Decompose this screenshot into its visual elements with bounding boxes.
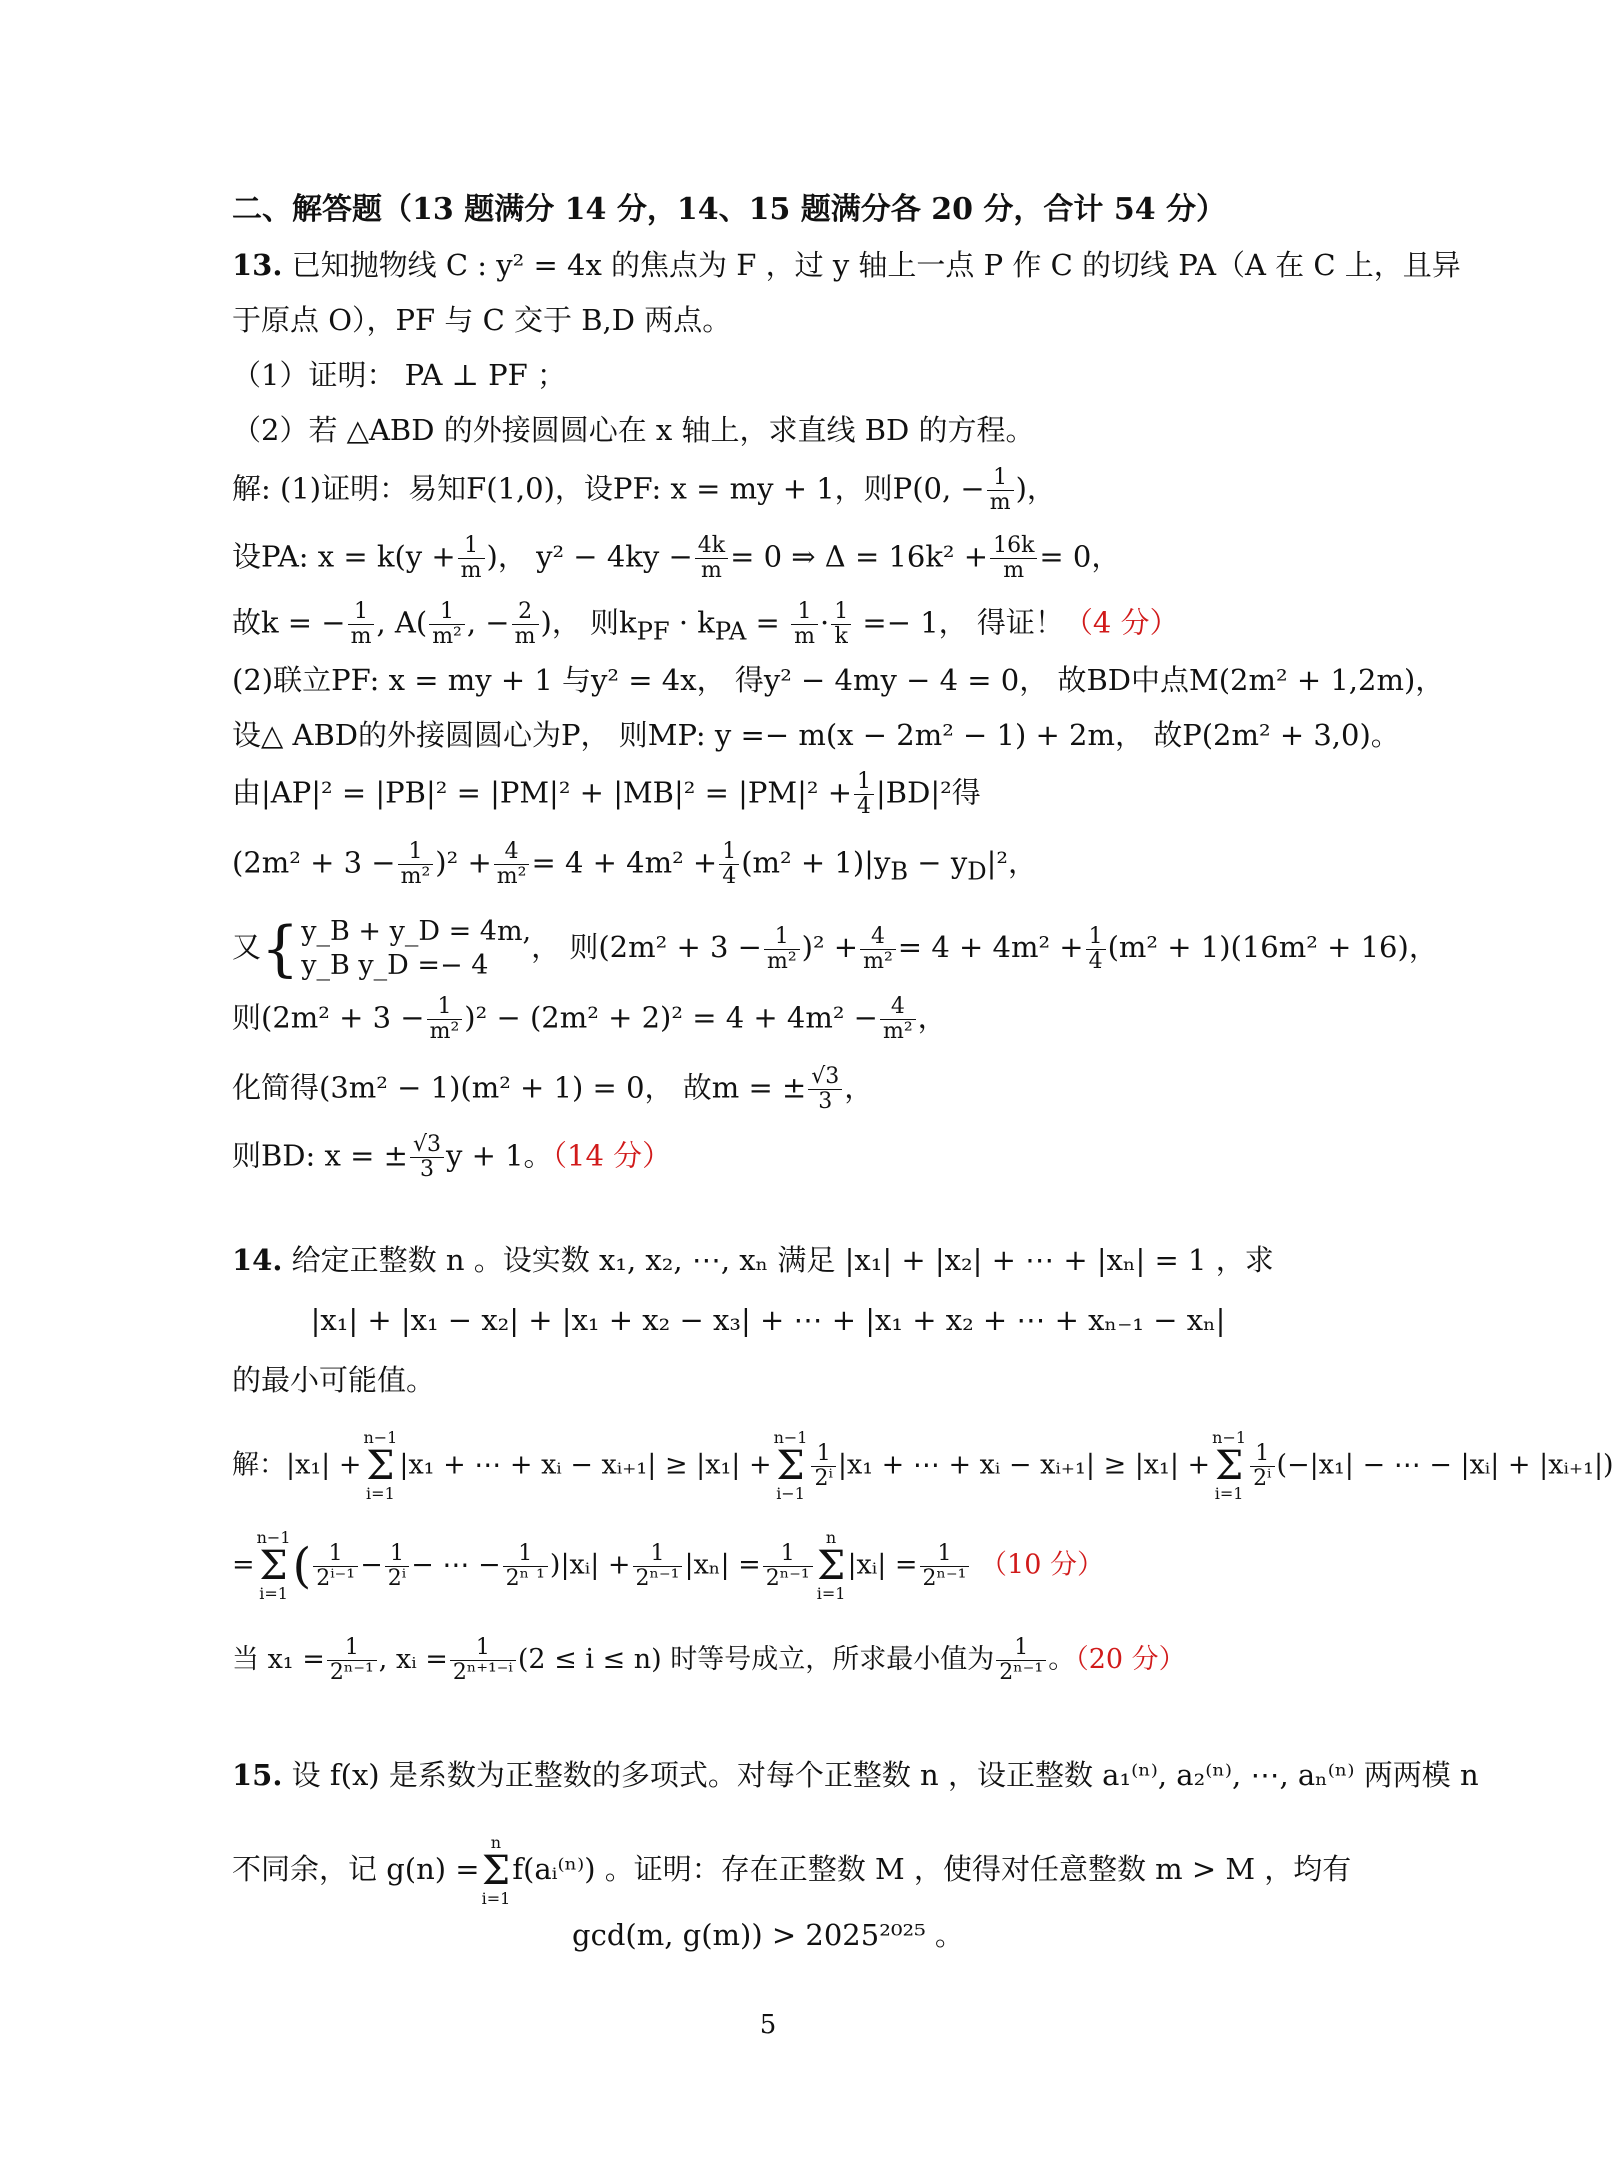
sum-symbol: n−1 Σ i=1 xyxy=(1212,1428,1247,1503)
left-brace: { xyxy=(261,914,300,984)
sum-symbol: n−1 Σ i=1 xyxy=(363,1428,398,1503)
problem-13-part2: （2）若 △ABD 的外接圆圆心在 x 轴上，求直线 BD 的方程。 xyxy=(232,413,1035,447)
fraction: $\frac{1}{m}$ xyxy=(987,466,1014,515)
solution-14-line1: 解：|x₁| + n−1 Σ i=1 |x₁ + ⋯ + xᵢ − xᵢ₊₁| ≥ |x₁| + n−1 Σ i−1 $\frac{1}{\text{2ⁱ}}$ |x₁ + ⋯ + xᵢ − xᵢ₊₁| ≥ |x₁| + n−1 Σ i=1 $\frac{1}{\text{2ⁱ}}$ (−|x₁| − ⋯ − |xᵢ| + |xᵢ₊₁|) xyxy=(232,1428,1614,1503)
fraction: $\frac{1}{\text{2ⁿ⁻¹}}$ xyxy=(996,1636,1046,1685)
problem-14-text: 给定正整数 n 。设实数 x₁, x₂, ⋯, xₙ 满足 |x₁| + |x₂| + ⋯ + |xₙ| = 1 ，求 xyxy=(291,1243,1274,1277)
fraction: $\frac{1}{\text{m²}}$ xyxy=(429,600,465,649)
equation-system: y_B + y_D = 4m, y_B y_D =− 4 xyxy=(301,916,532,981)
fraction: $\frac{2}{m}$ xyxy=(512,600,539,649)
solution-13-line9: 则(2m² + 3 − $\frac{1}{\text{m²}}$ )² − (2m² + 2)² = 4 + 4m² − $\frac{4}{\text{m²}}$ ， xyxy=(232,994,947,1044)
solution-13-line3: 故k = − $\frac{1}{m}$ , A( $\frac{1}{\text{m²}}$ , − $\frac{2}{m}$ )， 则$k_{PF} \cdot k_{PA}$ = $\frac{1}{m}$ · $\frac{1}{k}$ =− 1， 得证！（4 分） xyxy=(232,599,1179,649)
fraction: $\frac{1}{\text{2ⁿ⁻¹}}$ xyxy=(920,1542,970,1591)
sum-symbol: n Σ i=1 xyxy=(816,1528,846,1603)
fraction: $\frac{1}{\text{2ⁱ}}$ xyxy=(811,1442,835,1491)
fraction: $\frac{4}{\text{m²}}$ xyxy=(494,840,530,889)
fraction: $\frac{1}{m}$ xyxy=(348,600,375,649)
sol-text: )， xyxy=(1015,471,1056,506)
problem-14-line3: 的最小可能值。 xyxy=(232,1363,436,1397)
solution-13-line5: 设△ ABD的外接圆圆心为P， 则MP: y =− m(x − 2m² − 1) + 2m， 故P(2m² + 3,0)。 xyxy=(232,718,1400,752)
fraction: $\frac{1}{\text{m²}}$ xyxy=(764,925,800,974)
fraction: $\frac{1}{m}$ xyxy=(791,600,818,649)
problem-14-expression: |x₁| + |x₁ − x₂| + |x₁ + x₂ − x₃| + ⋯ + |x₁ + x₂ + ⋯ + xₙ₋₁ − xₙ| xyxy=(310,1303,1226,1337)
problem-15-line1 xyxy=(232,1755,1479,1795)
fraction: $\frac{1}{\text{2ⁿ⁻¹}}$ xyxy=(633,1542,683,1591)
fraction: $\frac{1}{k}$ xyxy=(831,600,851,649)
fraction: $\frac{1}{4}$ xyxy=(719,840,739,889)
problem-14-line1 xyxy=(232,1240,1274,1280)
fraction: $\frac{√3}{3}$ xyxy=(808,1065,842,1114)
solution-13-line2: 设PA: x = k(y + $\frac{1}{m}$ )， y² − 4ky − $\frac{4k}{m}$ = 0 ⇒ Δ = 16k² + $\frac{16k}{m}$ = 0， xyxy=(232,533,1121,583)
score-10: （10 分） xyxy=(980,1549,1104,1581)
problem-14-number: 14. xyxy=(232,1243,283,1277)
sum-symbol: n−1 Σ i=1 xyxy=(256,1528,291,1603)
sum-symbol: n Σ i=1 xyxy=(481,1833,511,1908)
problem-13-line1 xyxy=(232,245,1461,285)
problem-15-text: 设 f(x) 是系数为正整数的多项式。对每个正整数 n ，设正整数 a₁⁽ⁿ⁾, a₂⁽ⁿ⁾, ⋯, aₙ⁽ⁿ⁾ 两两模 n xyxy=(291,1758,1479,1792)
problem-13-part1: （1）证明： PA ⊥ PF ； xyxy=(232,358,567,392)
fraction: $\frac{√3}{3}$ xyxy=(410,1133,444,1182)
fraction: $\frac{1}{\text{2ⁿ ¹}}$ xyxy=(503,1542,548,1591)
solution-13-line4: (2)联立PF: x = my + 1 与y² = 4x， 得y² − 4my − 4 = 0， 故BD中点M(2m² + 1,2m)， xyxy=(232,663,1445,697)
solution-13-line11: 则BD: x = ± $\frac{√3}{3}$ y + 1。（14 分） xyxy=(232,1132,672,1182)
solution-13-line6: 由|AP|² = |PB|² = |PM|² + |MB|² = |PM|² + $\frac{1}{4}$ |BD|²得 xyxy=(232,769,981,819)
score-20: （20 分） xyxy=(1075,1644,1186,1675)
fraction: $\frac{1}{\text{2ⁿ⁻¹}}$ xyxy=(763,1542,813,1591)
fraction: $\frac{1}{m}$ xyxy=(458,534,485,583)
fraction: $\frac{1}{\text{m²}}$ xyxy=(398,840,434,889)
fraction: $\frac{1}{\text{2ⁱ}}$ xyxy=(385,1542,409,1591)
sol-text: 解: (1)证明：易知F(1,0)，设PF: x = my + 1，则P(0, − xyxy=(232,471,985,506)
fraction: $\frac{16k}{m}$ xyxy=(990,534,1037,583)
fraction: $\frac{1}{\text{2ⁱ⁻¹}}$ xyxy=(313,1542,358,1591)
problem-13-number: 13. xyxy=(232,248,283,282)
problem-15-line3: gcd(m, g(m)) > 2025²⁰²⁵ 。 xyxy=(572,1918,964,1952)
problem-13-line2: 于原点 O），PF 与 C 交于 B,D 两点。 xyxy=(232,303,732,337)
fraction: $\frac{1}{4}$ xyxy=(1086,925,1106,974)
solution-13-line1 xyxy=(232,466,1056,515)
score-4: （4 分） xyxy=(1063,605,1179,640)
score-14: （14 分） xyxy=(552,1138,672,1173)
fraction: $\frac{4}{\text{m²}}$ xyxy=(860,925,896,974)
fraction: $\frac{1}{\text{2ⁿ⁻¹}}$ xyxy=(327,1636,377,1685)
problem-13-text: 已知抛物线 C : y² = 4x 的焦点为 F ，过 y 轴上一点 P 作 C 的切线 PA（A 在 C 上，且异 xyxy=(291,248,1461,282)
problem-15-line2: 不同余，记 g(n) = n Σ i=1 f(aᵢ⁽ⁿ⁾) 。证明：存在正整数 M ，使得对任意整数 m > M ，均有 xyxy=(232,1833,1352,1908)
solution-13-line8: 又{ y_B + y_D = 4m, y_B y_D =− 4 ， 则(2m² + 3 − $\frac{1}{\text{m²}}$ )² + $\frac{4}{\text{m²}}$ = 4 + 4m² + $\frac{1}{4}$ (m² + 1)(16m² + 16)， xyxy=(232,914,1438,984)
problem-15-number: 15. xyxy=(232,1758,283,1792)
fraction: $\frac{1}{\text{2ⁿ⁺¹⁻ⁱ}}$ xyxy=(450,1636,516,1685)
sum-symbol: n−1 Σ i−1 xyxy=(773,1428,808,1503)
solution-14-line2: = n−1 Σ i=1 ( $\frac{1}{\text{2ⁱ⁻¹}}$ − $\frac{1}{\text{2ⁱ}}$ − ⋯ − $\frac{1}{\text{2ⁿ ¹}}$ )|xᵢ| + $\frac{1}{\text{2ⁿ⁻¹}}$ |xₙ| = $\frac{1}{\text{2ⁿ⁻¹}}$ n Σ i=1 |xᵢ| = $\frac{1}{\text{2ⁿ⁻¹}}$ （10 分） xyxy=(232,1528,1104,1603)
solution-13-line10: 化简得(3m² − 1)(m² + 1) = 0， 故m = ± $\frac{√3}{3}$ ， xyxy=(232,1064,874,1114)
fraction: $\frac{4}{\text{m²}}$ xyxy=(880,995,916,1044)
section-heading: 二、解答题（13 题满分 14 分，14、15 题满分各 20 分，合计 54 分） xyxy=(232,192,1227,227)
fraction: $\frac{1}{\text{m²}}$ xyxy=(427,995,463,1044)
fraction: $\frac{4k}{m}$ xyxy=(695,534,728,583)
page-number: 5 xyxy=(759,2010,777,2040)
fraction: $\frac{1}{\text{2ⁱ}}$ xyxy=(1250,1442,1274,1491)
fraction: $\frac{1}{4}$ xyxy=(854,770,874,819)
solution-13-line7: (2m² + 3 − $\frac{1}{\text{m²}}$ )² + $\frac{4}{\text{m²}}$ = 4 + 4m² + $\frac{1}{4}$ $(m^2 + 1)|y_B - y_D|^2$， xyxy=(232,839,1037,889)
solution-14-line3: 当 x₁ = $\frac{1}{\text{2ⁿ⁻¹}}$ , xᵢ = $\frac{1}{\text{2ⁿ⁺¹⁻ⁱ}}$ (2 ≤ i ≤ n) 时等号成立，所求最小值为 $\frac{1}{\text{2ⁿ⁻¹}}$ 。（20 分） xyxy=(232,1635,1186,1685)
